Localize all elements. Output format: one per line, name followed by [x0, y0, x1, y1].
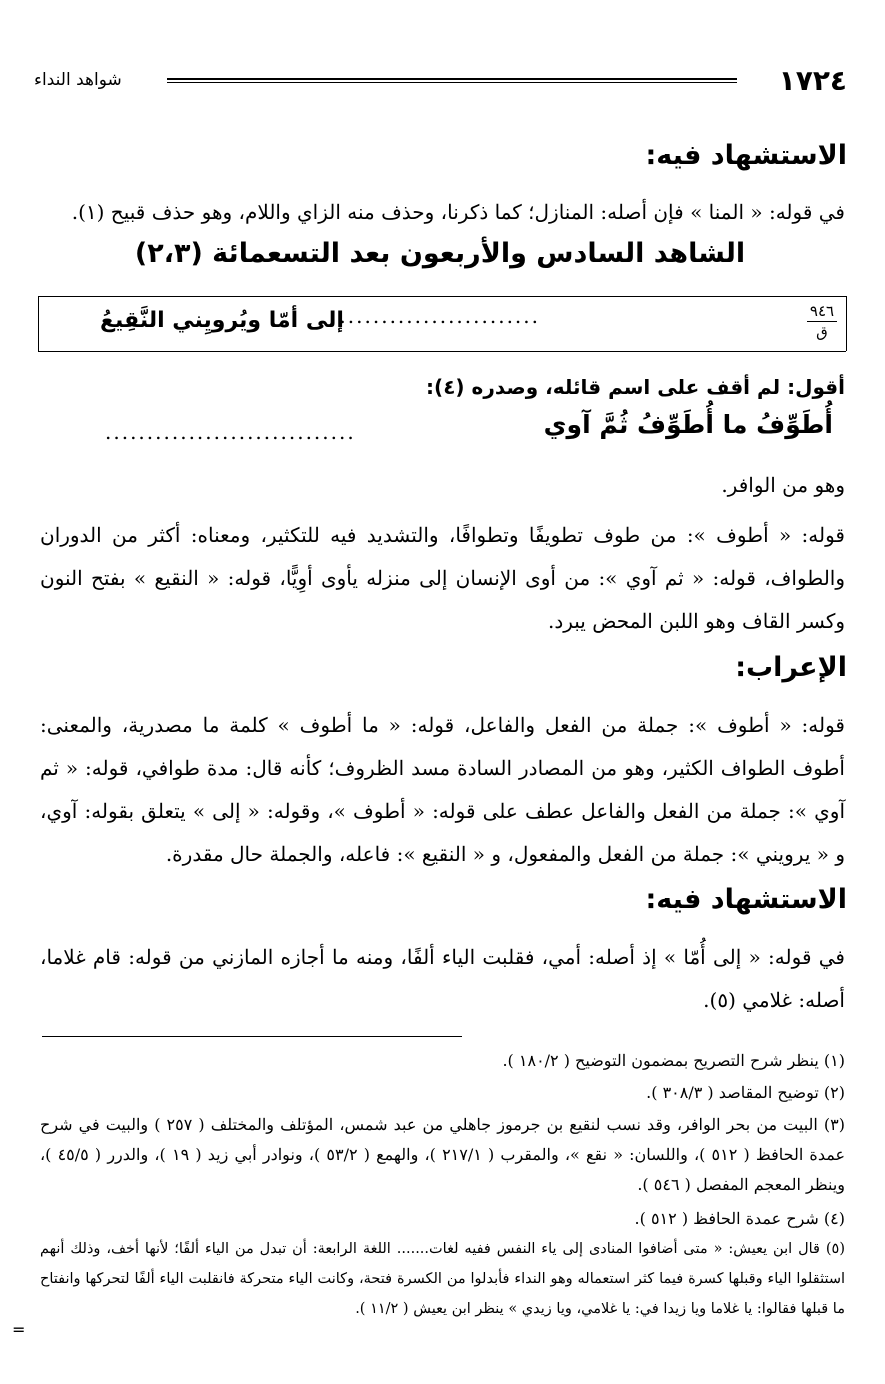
footnote-rule	[42, 1036, 462, 1037]
verse-second-hemistich-dots: ..............................	[105, 420, 356, 444]
page-number: ١٧٢٤	[778, 64, 847, 97]
intro-line: أقول: لم أقف على اسم قائله، وصدره (٤):	[426, 375, 845, 399]
verse-first-hemistich-dots: ........................	[339, 304, 540, 328]
section-heading-istishhad-2: الاستشهاد فيه:	[645, 884, 847, 915]
verse-number-letter: ق	[816, 323, 828, 341]
section-text-istishhad-2: في قوله: « إلى أُمّا » إذ أصله: أمي، فقلبت الياء ألفًا، ومنه ما أجازه المازني من قوله: قام غلاما، أصله: غلامي (٥).	[40, 945, 845, 1012]
explanation-paragraph: قوله: « أطوف »: من طوف تطويفًا وتطوافًا، والتشديد فيه للتكثير، ومعناه: أكثر من الدوران والطواف، قوله: « ثم آوي »: من أوى الإنسان إلى منزله يأوى أوِيًّا، قوله: « النقيع » بفتح النون وكسر القاف وهو اللبن المحض يبرد.	[40, 523, 845, 633]
section-text-istishhad-1: في قوله: « المنا » فإن أصله: المنازل؛ كما ذكرنا، وحذف منه الزاي واللام، وهو حذف قبيح (١).	[71, 200, 845, 224]
shahid-title: الشاهد السادس والأربعون بعد التسعمائة (٢،٣)	[134, 238, 746, 269]
verse-first-hemistich: أُطَوِّفُ ما أُطَوِّفُ ثُمَّ آوي	[543, 410, 833, 439]
footnote-1: (١) ينظر شرح التصريح بمضمون التوضيح ( ١٨٠/٢ ).	[502, 1051, 845, 1070]
verse-box-left-rule	[38, 296, 39, 351]
section-heading-istishhad-1: الاستشهاد فيه:	[645, 140, 847, 171]
running-title: شواهد النداء	[34, 70, 122, 90]
verse-number-bar	[807, 321, 837, 322]
verse-number	[807, 302, 837, 341]
footnote-5: (٥) قال ابن يعيش: « متى أضافوا المنادى إلى ياء النفس ففيه لغات....... اللغة الرابعة: أن تبدل من الياء ألفًا؛ لأنها أخف، وذلك أنهم استثقلوا الياء وقبلها كسرة فيما كثر استعماله وهو النداء فأبدلوا من الكسرة فتحة، وكانت الياء متحركة فانقلبت الياء ألفًا لتحركها وانفتاح ما قبلها فقالوا: يا غلاما ويا زيدا في: يا غلامي، ويا زيدي » ينظر ابن يعيش ( ١١/٢ ).	[40, 1241, 845, 1317]
continuation-mark: =	[12, 1320, 26, 1339]
verse-box-bottom-rule	[38, 351, 846, 352]
header-rule	[167, 78, 737, 83]
meter-line: وهو من الوافر.	[721, 473, 845, 497]
irab-paragraph: قوله: « أطوف »: جملة من الفعل والفاعل، قوله: « ما أطوف » كلمة ما مصدرية، والمعنى: أطوف الطواف الكثير، وهو من المصادر السادة مسد الظروف؛ كأنه قال: مدة طوافي، قوله: « ثم آوي »: جملة من الفعل والفاعل عطف على قوله: « أطوف »، وقوله: « إلى » يتعلق بقوله: آوي، و « يرويني »: جملة من الفعل والمفعول، و « النقيع »: فاعله، والجملة حال مقدرة.	[40, 713, 845, 866]
verse-box-top-rule	[38, 296, 846, 297]
footnote-4: (٤) شرح عمدة الحافظ ( ٥١٢ ).	[634, 1209, 845, 1228]
verse-second-hemistich: إلى أمّا ويُرويِني النَّقِيعُ	[100, 308, 344, 333]
verse-box-right-rule	[846, 296, 847, 351]
verse-number-value: ٩٤٦	[809, 302, 835, 320]
footnote-2: (٢) توضيح المقاصد ( ٣٠٨/٣ ).	[646, 1083, 845, 1102]
footnote-3: (٣) البيت من بحر الوافر، وقد نسب لنقيع بن جرموز جاهلي من عبد شمس، المؤتلف والمختلف ( ٢٥٧ ) والبيت في شرح عمدة الحافظ ( ٥١٢ )، واللسان: « نقع »، والمقرب ( ٢١٧/١ )، والهمع ( ٥٣/٢ )، ونوادر أبي زيد ( ١٩ )، والدرر ( ٤٥/٥ )، وينظر المعجم المفصل ( ٥٤٦ ).	[40, 1115, 846, 1194]
irab-heading: الإعراب:	[735, 652, 847, 683]
